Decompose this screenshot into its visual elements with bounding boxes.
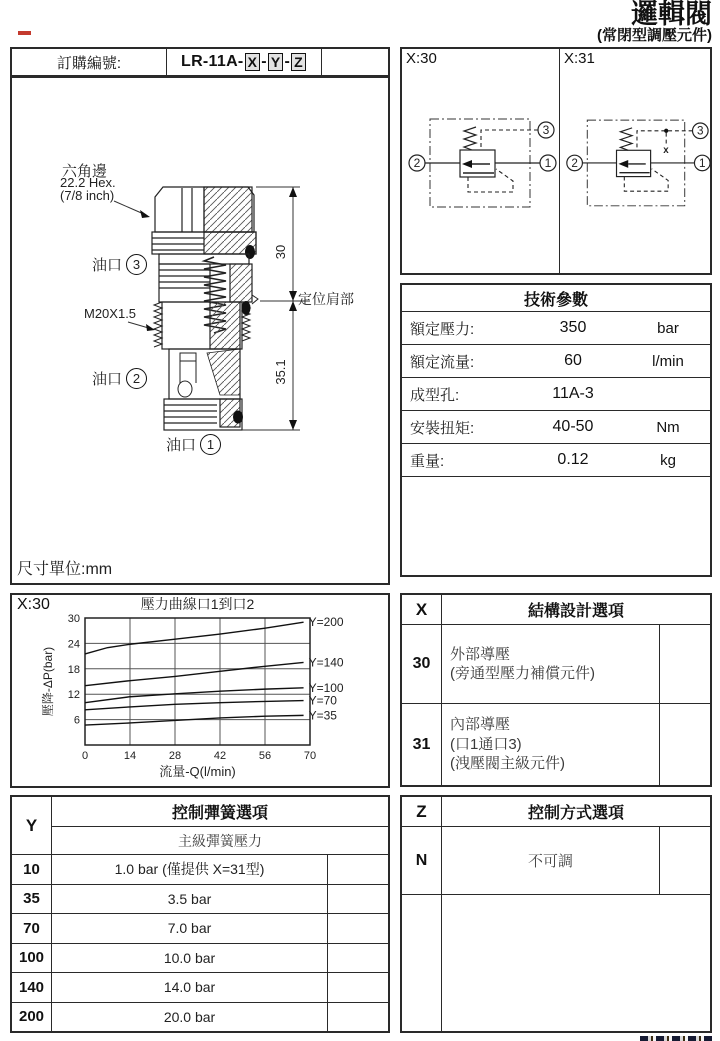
tech-params-table (400, 283, 712, 577)
order-code-sep1: - (261, 53, 267, 70)
x31-port3-num: 3 (697, 124, 704, 138)
tech-unit: bar (657, 319, 679, 337)
red-dash-mark (18, 31, 31, 35)
x-options-table (400, 593, 712, 787)
port2-circle: 2 (126, 368, 147, 389)
y-table-header-right (52, 797, 388, 854)
tech-label: 重量: (410, 452, 445, 470)
y-row-empty-cell (327, 944, 388, 973)
svg-text:6: 6 (73, 714, 80, 727)
pressure-curve-box (10, 593, 390, 788)
y-row-code: 70 (12, 914, 52, 943)
svg-text:Y=35: Y=35 (308, 708, 337, 723)
port1-circle: 1 (200, 434, 221, 455)
x-row-line: (洩壓閥主級元件) (450, 755, 565, 773)
x-row-line: (口1通口3) (450, 735, 522, 753)
tech-value: 11A-3 (552, 385, 594, 402)
valve-drawing-box (10, 76, 390, 585)
x-row-code: 31 (402, 704, 442, 785)
y-row-value: 10.0 bar (163, 949, 216, 966)
schematic-x31-symbol (560, 49, 712, 273)
port1-text: 油口 (166, 437, 197, 454)
tech-label: 成型孔: (410, 386, 460, 404)
x31-plug-mark: x (663, 145, 669, 157)
y-row-empty-cell (327, 1003, 388, 1032)
z-empty-code-cell (402, 895, 442, 1031)
order-number-label: 訂購編號: (12, 49, 167, 75)
z-empty-main-cell (442, 895, 710, 1031)
x-row-line: (旁通型壓力補償元件) (450, 665, 595, 682)
tech-row-pressure (402, 312, 710, 345)
x-row-description (442, 625, 659, 703)
svg-text:Y=200: Y=200 (308, 615, 344, 630)
order-code-sep2: - (284, 53, 291, 70)
x-row-empty-cell (659, 704, 710, 785)
y-row-code: 140 (12, 973, 52, 1002)
order-code-z: Z (291, 53, 306, 71)
port2-drawing-label (92, 368, 147, 389)
schematic-x30-cell (402, 49, 560, 273)
y-table-subtitle: 主級彈簧壓力 (178, 832, 262, 849)
y-row-70 (12, 914, 388, 944)
x-row-31 (402, 704, 710, 785)
y-row-value: 1.0 bar (僅提供 X=31型) (114, 861, 265, 878)
order-code-y: Y (268, 53, 284, 71)
svg-text:30: 30 (67, 613, 80, 625)
page-title: 邏輯閥 (631, 0, 712, 29)
port3-circle: 3 (126, 254, 147, 275)
tech-value: 0.12 (557, 451, 589, 468)
y-row-100 (12, 944, 388, 974)
y-row-35 (12, 885, 388, 915)
title-block (597, 0, 712, 44)
tech-unit: l/min (652, 352, 684, 370)
tech-row-weight (402, 444, 710, 477)
schematic-x31-label: X:31 (564, 50, 595, 67)
z-table-empty-area (402, 895, 710, 1031)
svg-text:24: 24 (67, 638, 80, 651)
svg-text:Y=100: Y=100 (308, 680, 344, 695)
x31-port1-num: 1 (698, 156, 706, 170)
svg-text:流量-Q(l/min): 流量-Q(l/min) (159, 764, 236, 779)
z-row-empty-cell (659, 827, 710, 894)
thread-label: M20X1.5 (84, 306, 137, 321)
x-table-title: 結構設計選項 (527, 603, 624, 620)
y-table-title: 控制彈簧選項 (52, 797, 388, 827)
svg-text:Y=140: Y=140 (308, 655, 344, 670)
x30-port2-num: 2 (413, 156, 421, 170)
y-row-empty-cell (327, 914, 388, 943)
y-row-empty-cell (327, 885, 388, 914)
tech-label: 安裝扭矩: (410, 419, 475, 437)
order-code-x: X (245, 53, 261, 71)
y-table-header (12, 797, 388, 855)
x-row-line: 外部導壓 (450, 645, 511, 663)
y-col-header: Y (12, 797, 52, 854)
svg-text:14: 14 (123, 750, 137, 762)
svg-text:70: 70 (303, 750, 317, 762)
y-row-empty-cell (327, 855, 388, 884)
svg-text:壓力曲線口1到口2: 壓力曲線口1到口2 (140, 596, 255, 612)
y-options-table (10, 795, 390, 1033)
chart-corner-label: X:30 (17, 596, 50, 613)
y-row-value: 20.0 bar (163, 1008, 216, 1025)
tech-params-title: 技術參數 (402, 285, 710, 312)
svg-text:Y=70: Y=70 (308, 693, 337, 708)
pressure-curve-chart (12, 595, 388, 786)
z-col-header: Z (402, 797, 442, 826)
order-code-prefix: LR-11A- (181, 53, 244, 70)
z-options-table (400, 795, 712, 1033)
port1-drawing-label (166, 434, 221, 455)
z-table-header (402, 797, 710, 827)
svg-text:壓降-ΔP(bar): 壓降-ΔP(bar) (41, 646, 55, 717)
y-row-10 (12, 855, 388, 885)
tech-row-torque (402, 411, 710, 444)
dim-35-1-label: 35.1 (273, 359, 288, 385)
y-row-value: 3.5 bar (167, 890, 212, 907)
schematic-x30-label: X:30 (406, 50, 437, 67)
units-label: 尺寸單位:mm (17, 561, 113, 578)
order-number-box (10, 47, 390, 77)
order-number-empty-cell (322, 49, 388, 75)
tech-unit: kg (660, 451, 676, 469)
x30-port3-num: 3 (542, 123, 550, 137)
port3-drawing-label (92, 254, 147, 275)
shoulder-label: 定位肩部 (298, 291, 354, 307)
x-row-code: 30 (402, 625, 442, 703)
tech-row-flow (402, 345, 710, 378)
schematic-x31-cell (560, 49, 710, 273)
tech-value: 40-50 (552, 418, 594, 435)
svg-text:42: 42 (213, 750, 227, 762)
tech-row-cavity (402, 378, 710, 411)
tech-label: 額定壓力: (410, 320, 475, 338)
z-table-title: 控制方式選項 (527, 805, 624, 822)
port2-text: 油口 (92, 371, 123, 388)
schematic-x30-symbol (402, 49, 560, 273)
x-row-empty-cell (659, 625, 710, 703)
svg-text:12: 12 (67, 689, 80, 702)
y-row-empty-cell (327, 973, 388, 1002)
y-row-code: 35 (12, 885, 52, 914)
hex-label-line3: (7/8 inch) (60, 188, 115, 203)
y-row-value: 14.0 bar (163, 979, 216, 996)
z-row-code: N (402, 827, 442, 894)
dim-30-label: 30 (273, 244, 288, 260)
y-row-code: 200 (12, 1003, 52, 1032)
x31-port2-num: 2 (571, 156, 578, 170)
svg-text:28: 28 (168, 750, 182, 762)
svg-text:18: 18 (67, 663, 80, 676)
tech-value: 60 (564, 352, 582, 369)
x-row-30 (402, 625, 710, 704)
z-row-value: 不可調 (527, 853, 573, 870)
order-number-code (167, 49, 322, 75)
page-edge-print-artifact (640, 1036, 712, 1041)
y-row-140 (12, 973, 388, 1003)
svg-text:56: 56 (258, 750, 272, 762)
y-row-value: 7.0 bar (167, 920, 212, 937)
tech-unit: Nm (656, 418, 680, 436)
z-row-n (402, 827, 710, 895)
y-row-code: 100 (12, 944, 52, 973)
x-row-description (442, 704, 659, 785)
page-subtitle: (常閉型調壓元件) (597, 27, 712, 45)
y-row-code: 10 (12, 855, 52, 884)
x-table-header (402, 595, 710, 625)
x-col-header: X (402, 595, 442, 624)
hex-label-line1: 六角邊 (62, 163, 108, 180)
tech-label: 額定流量: (410, 353, 475, 371)
y-row-200 (12, 1003, 388, 1032)
x30-port1-num: 1 (544, 156, 552, 170)
tech-value: 350 (559, 319, 587, 336)
hex-label-line2: 22.2 Hex. (60, 175, 116, 190)
schematics-box (400, 47, 712, 275)
port3-text: 油口 (92, 257, 123, 274)
svg-text:0: 0 (81, 750, 89, 762)
x-row-line: 內部導壓 (450, 716, 511, 734)
